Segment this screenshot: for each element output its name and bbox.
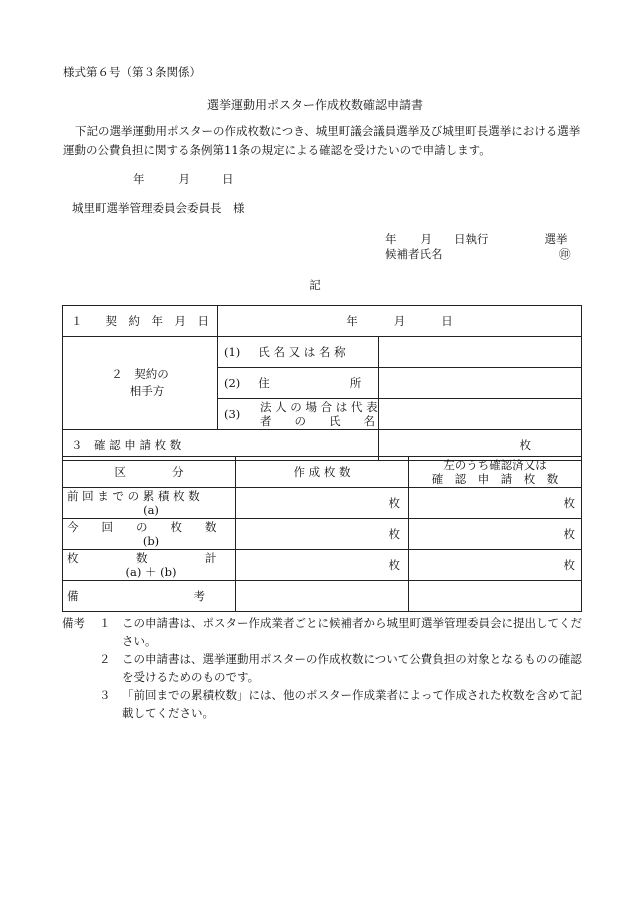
sub2-label-b: 所 [349,376,362,390]
party-representative-value[interactable] [379,399,582,430]
sub2-label-a: 住 [258,376,270,390]
requested-count-label: ３ 確 認 申 請 枚 数 [63,430,379,461]
note-number: １ [99,616,111,630]
contract-date-value[interactable] [218,306,582,337]
note-text: この申請書は、選挙運動用ポスターの作成枚数について公費負担の対象となるものの確認を受けるためのものです。 [122,652,582,684]
row-label-1: 前 回 ま で の 累 積 枚 数 [67,489,200,503]
notes-heading: 備考 [62,616,85,630]
contract-month: 月 [393,314,406,328]
header-category: 区 分 [63,457,236,488]
exec-month: 月 [420,232,432,246]
row-label [63,488,236,519]
unit-label: 枚 [388,558,400,572]
exec-election: 選挙 [544,232,568,246]
contract-date-row [63,306,582,337]
header-confirmed-1: 左のうち確認済又は [443,458,547,472]
header-confirmed [409,457,582,488]
created-cell[interactable] [236,519,409,550]
note-item [62,686,587,722]
unit-label: 枚 [388,496,400,510]
execution-line [385,231,568,247]
party-row-name [63,337,582,368]
sub3-label-1: 法 人 の 場 合 は 代 表 [260,400,378,414]
party-name-label [218,337,379,368]
exec-year: 年 [385,232,397,246]
contract-party-label-1: ２ 契約の [111,367,169,381]
party-address-value[interactable] [379,368,582,399]
confirmed-cell[interactable] [409,488,582,519]
row-label-2: (a) ＋ (b) [125,565,177,579]
contract-table [62,305,582,461]
contract-date-label: １ 契 約 年 月 日 [63,306,218,337]
note-number: ３ [99,688,111,702]
header-confirmed-2: 確 認 申 請 枚 数 [431,472,559,486]
confirmed-cell[interactable] [409,519,582,550]
row-label [63,519,236,550]
table-row [63,519,582,550]
sub3-label-2: 者 の 氏 名 [260,414,375,428]
note-text: この申請書は、ポスター作成業者ごとに候補者から城里町選挙管理委員会に提出してください。 [122,616,582,648]
application-date [133,171,234,187]
note-item [62,614,587,650]
contract-day: 日 [441,314,453,328]
contract-year: 年 [346,314,358,328]
contract-party-label [63,337,218,430]
sub1-label: 氏 名 又 は 名 称 [258,345,346,359]
document-title: 選挙運動用ポスター作成枚数確認申請書 [206,98,423,112]
sub3-num: (3) [224,407,241,421]
row-label-1: 枚 数 計 [67,551,217,565]
row-label-2: (b) [142,534,160,548]
unit-label: 枚 [388,527,400,541]
row-label-1: 今 回 の 枚 数 [67,520,217,534]
remarks-cell[interactable] [236,581,409,612]
date-month: 月 [178,172,190,186]
unit-label: 枚 [563,558,575,572]
table-row [63,581,582,612]
form-number: 様式第６号（第３条関係） [63,65,201,79]
addressee: 城里町選挙管理委員会委員長 様 [72,201,245,215]
notes-section [62,614,587,722]
row-label [63,550,236,581]
party-name-value[interactable] [379,337,582,368]
note-text: 「前回までの累積枚数」には、他のポスター作成業者によって作成された枚数を含めて記載してください。 [122,688,582,720]
contract-party-label-2: 相手方 [129,384,165,398]
created-cell[interactable] [236,550,409,581]
remarks-cell-2[interactable] [409,581,582,612]
date-day: 日 [222,172,234,186]
header-created: 作 成 枚 数 [236,457,409,488]
ki-heading: 記 [309,278,321,292]
note-number: ２ [99,652,111,666]
remarks-label: 備 考 [63,581,236,612]
requested-count-unit: 枚 [519,438,531,452]
application-statement: 下記の選挙運動用ポスターの作成枚数につき、城里町議会議員選挙及び城里町長選挙における選挙運動の公費負担に関する条例第11条の規定による確認を受けたいので申請します。 [63,124,581,157]
sub2-num: (2) [224,376,241,390]
count-table [62,456,582,612]
count-header-row [63,457,582,488]
sub1-num: (1) [224,345,241,359]
party-representative-label [218,399,379,430]
table-row [63,550,582,581]
seal-mark: ㊞ [559,247,571,261]
exec-day: 日執行 [454,232,489,246]
row-label-2: (a) [143,503,159,517]
created-cell[interactable] [236,488,409,519]
party-address-label [218,368,379,399]
date-year: 年 [133,172,145,186]
note-item [62,650,587,686]
confirmed-cell[interactable] [409,550,582,581]
candidate-name-label: 候補者氏名 [385,247,443,261]
unit-label: 枚 [563,527,575,541]
table-row [63,488,582,519]
unit-label: 枚 [563,496,575,510]
